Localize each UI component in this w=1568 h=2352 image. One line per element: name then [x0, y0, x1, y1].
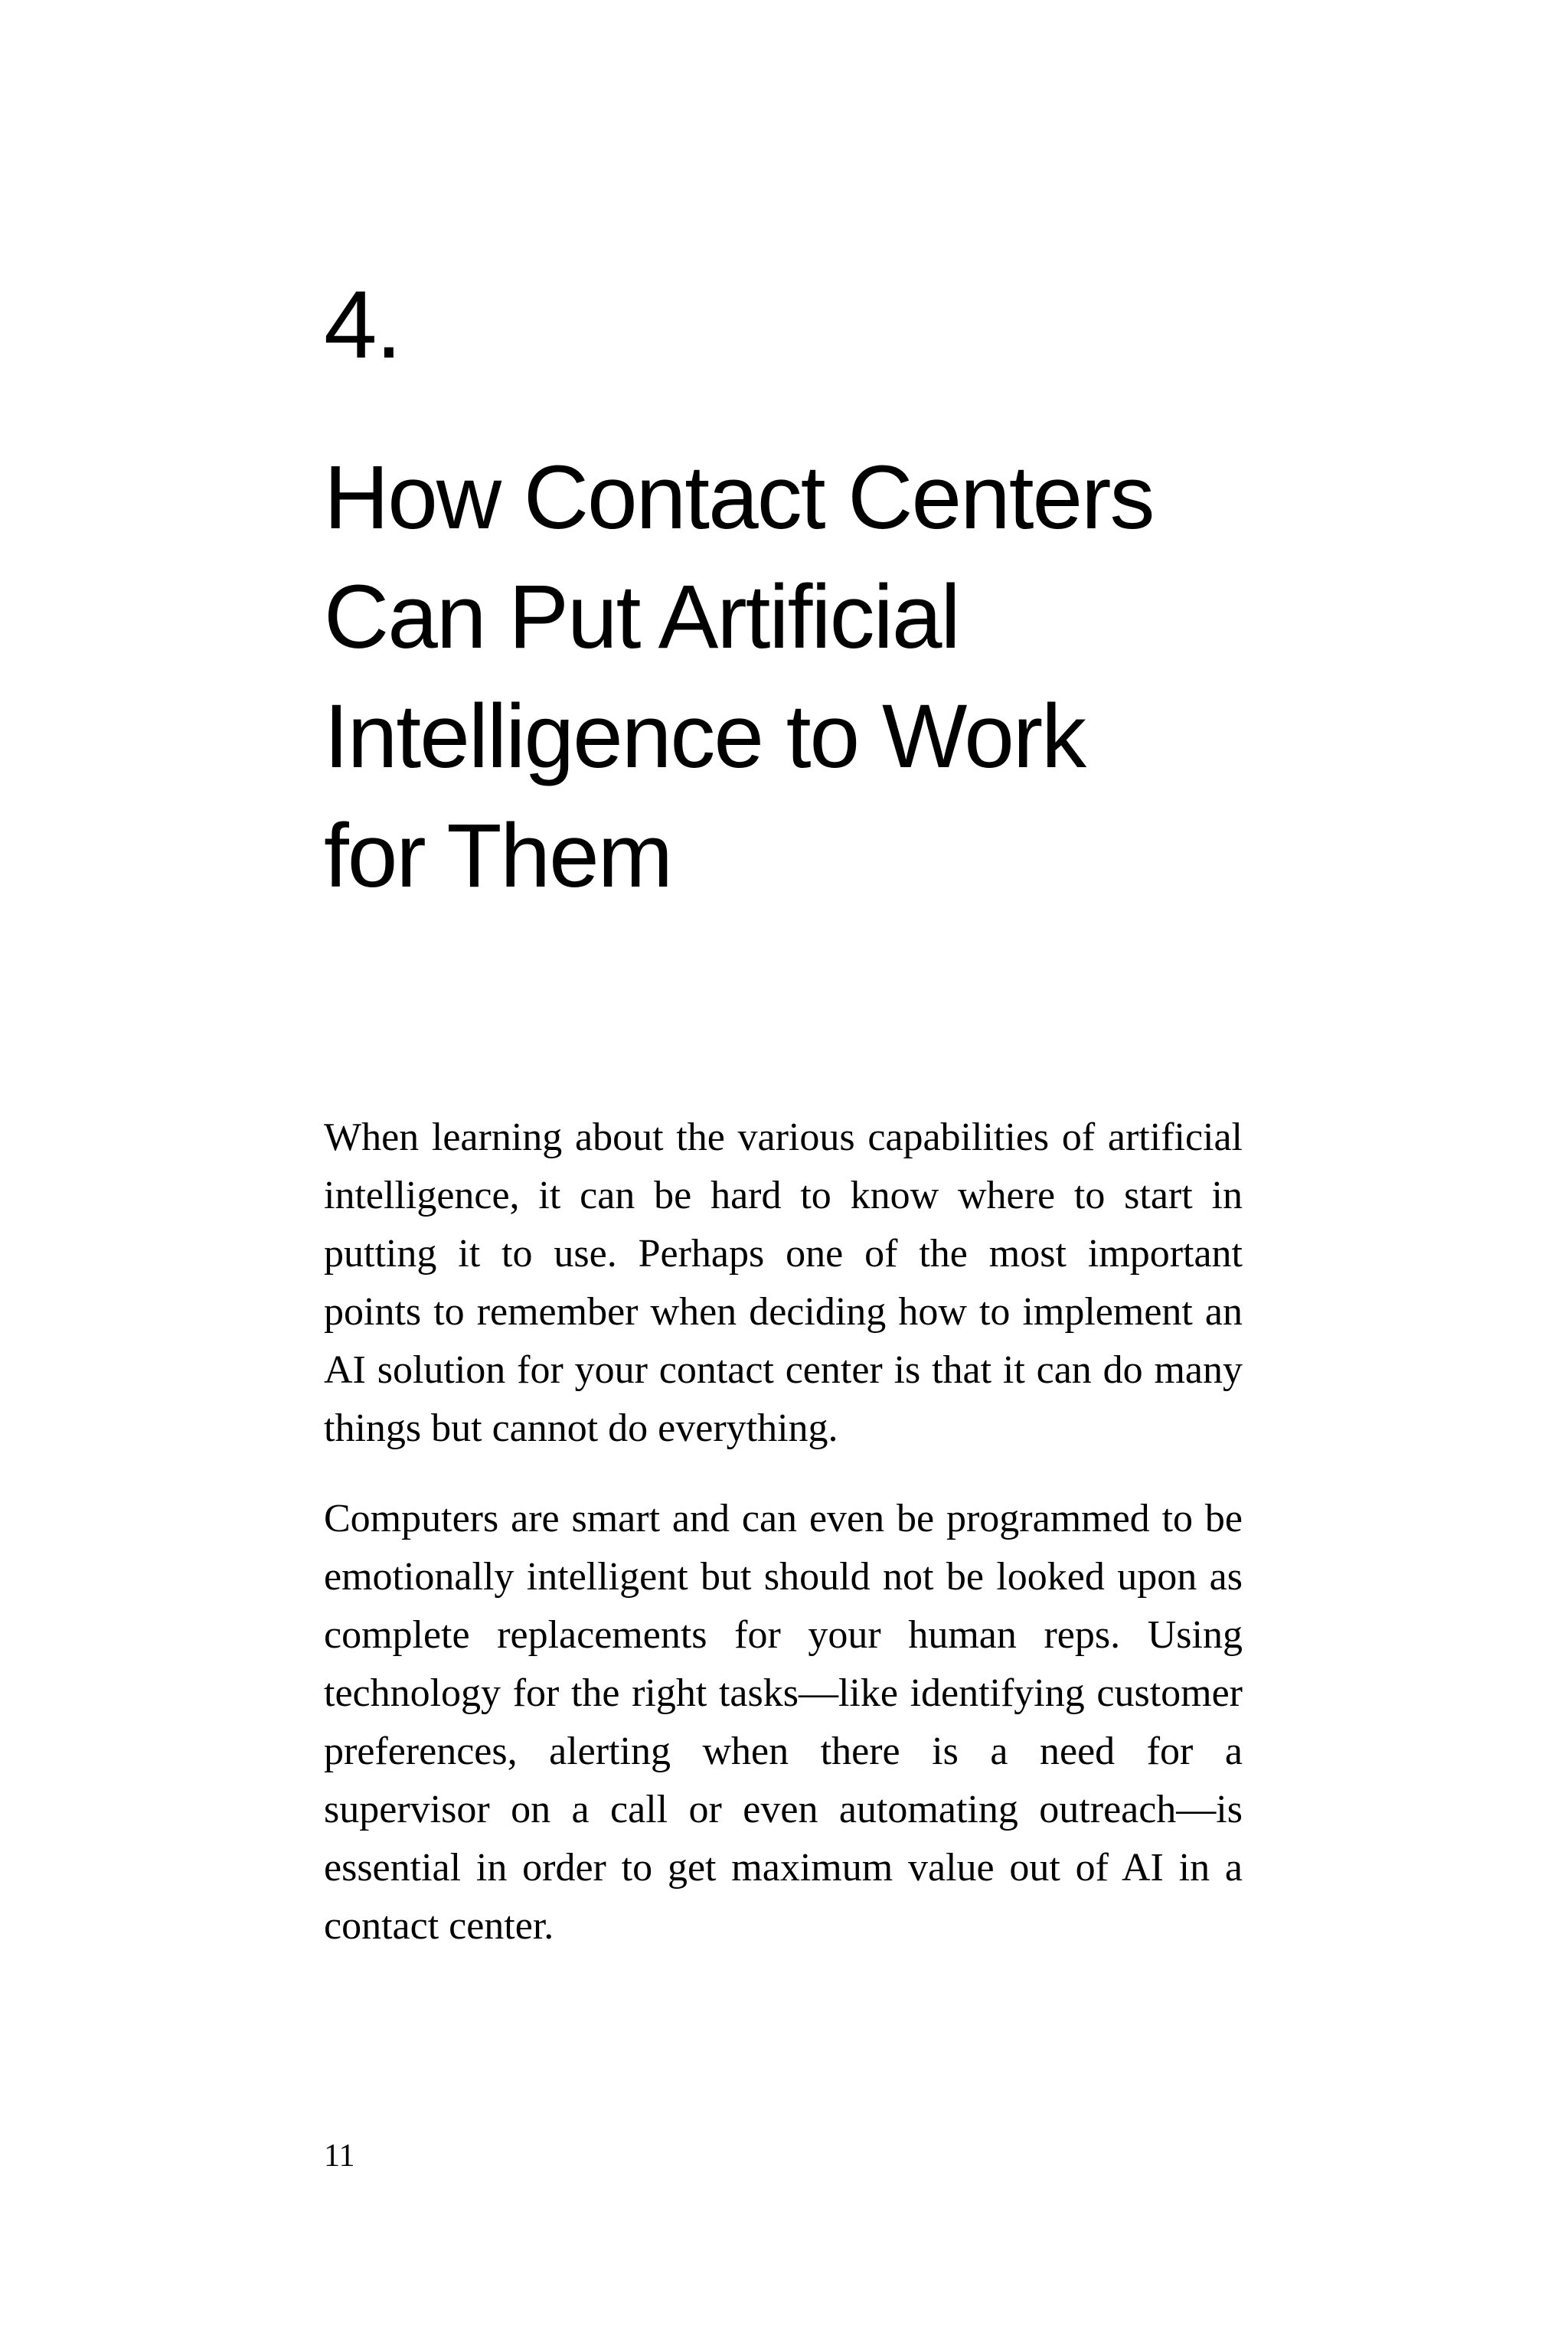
page-number: 11	[324, 2138, 355, 2174]
chapter-title-line: How Contact Centers	[324, 447, 1154, 548]
chapter-title-line: Intelligence to Work	[324, 686, 1086, 787]
chapter-title-line: for Them	[324, 805, 671, 906]
body-paragraph: Computers are smart and can even be programmed to be emotionally intelligent but should not be looked upon as complete replacements for your human reps. Using technology for the right tasks—like identifying customer preferences, alerting when there is a need for a supervisor on a call or even automating outreach—is essential in order to get maximum value out of AI in a contact center.	[324, 1497, 1243, 1948]
chapter-number: 4.	[324, 272, 401, 378]
body-text	[324, 1109, 1243, 1988]
chapter-title	[324, 438, 1319, 916]
body-paragraph: When learning about the various capabilities of artificial intelligence, it can be hard to know where to start in putting it to use. Perhaps one of the most important points to remember when deciding how to implement an AI solution for your contact center is that it can do many things but cannot do everything.	[324, 1116, 1243, 1450]
chapter-title-line: Can Put Artificial	[324, 567, 959, 668]
